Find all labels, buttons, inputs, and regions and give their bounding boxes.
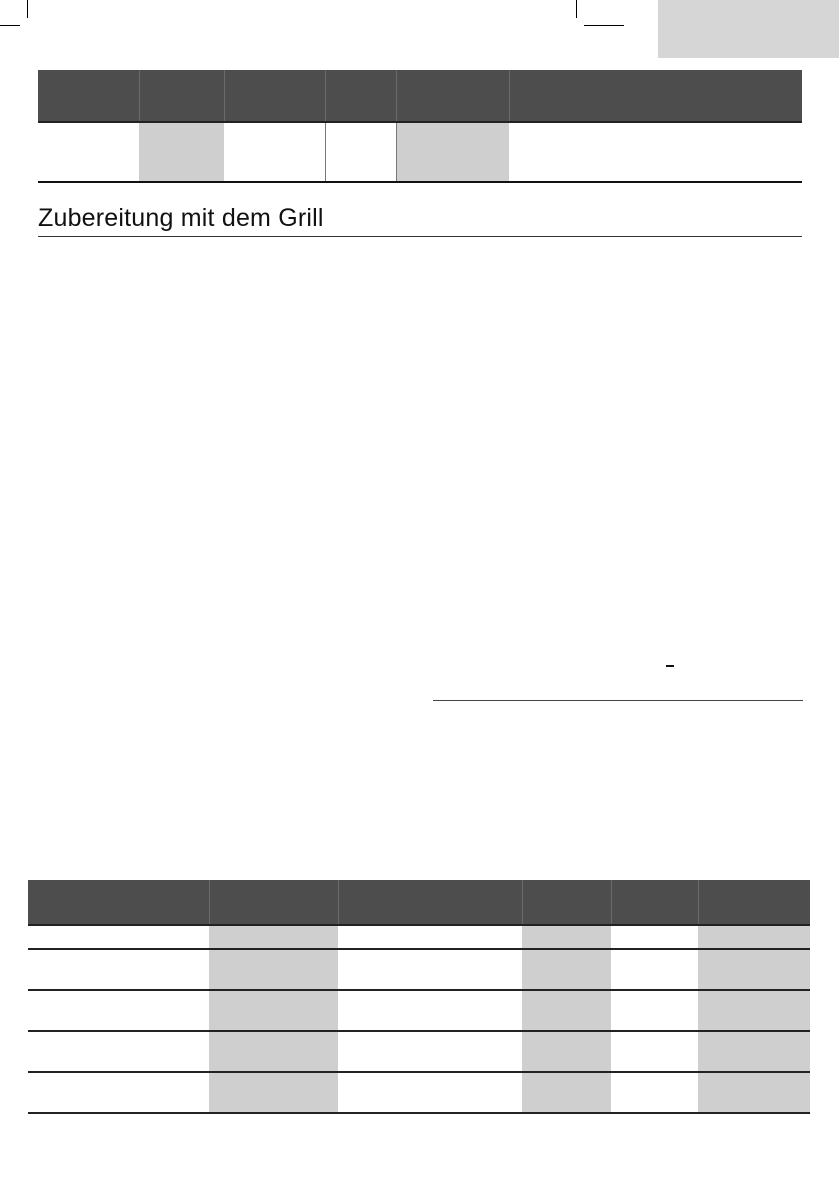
table-cell — [509, 122, 802, 182]
table-cell — [611, 990, 698, 1031]
top-table-header-cell — [38, 70, 139, 122]
table-cell — [28, 990, 209, 1031]
table-cell — [338, 1031, 522, 1072]
crop-mark-right-horizontal — [584, 25, 624, 26]
table-cell — [28, 1072, 209, 1113]
table-row — [28, 1031, 810, 1072]
table-cell — [611, 925, 698, 949]
table-cell-shaded — [698, 990, 810, 1031]
table-cell — [611, 949, 698, 990]
crop-mark-left-horizontal — [0, 25, 20, 26]
table-cell-shaded — [209, 1072, 338, 1113]
bottom-table-header-cell — [338, 880, 522, 925]
table-cell — [611, 1072, 698, 1113]
table-cell-shaded — [698, 949, 810, 990]
table-cell-shaded — [522, 1072, 611, 1113]
crop-mark-left-vertical — [27, 0, 28, 18]
page-tab — [658, 0, 839, 58]
table-cell — [28, 925, 209, 949]
table-cell-shaded — [522, 990, 611, 1031]
table-row — [28, 1072, 810, 1113]
right-column-rule — [433, 700, 803, 701]
table-cell — [325, 122, 396, 182]
table-cell-shaded — [698, 1072, 810, 1113]
top-table — [38, 70, 802, 183]
table-cell — [338, 949, 522, 990]
table-cell — [28, 949, 209, 990]
table-row — [28, 990, 810, 1031]
bottom-table-header-cell — [28, 880, 209, 925]
table-cell-shaded — [209, 925, 338, 949]
table-cell-shaded — [209, 949, 338, 990]
table-cell-shaded — [209, 1031, 338, 1072]
table-cell-shaded — [396, 122, 509, 182]
bottom-table — [28, 880, 810, 1114]
crop-mark-right-vertical — [576, 0, 577, 18]
top-table-header-cell — [396, 70, 509, 122]
top-table-header-cell — [509, 70, 802, 122]
heading-underline — [38, 236, 802, 237]
table-row — [28, 949, 810, 990]
table-cell — [224, 122, 325, 182]
top-table-header-cell — [224, 70, 325, 122]
table-cell-shaded — [209, 990, 338, 1031]
table-cell — [338, 990, 522, 1031]
table-cell-shaded — [522, 949, 611, 990]
table-cell-shaded — [698, 1031, 810, 1072]
bottom-table-header-cell — [611, 880, 698, 925]
table-cell-shaded — [522, 925, 611, 949]
bottom-table-header-row — [28, 880, 810, 925]
table-cell-shaded — [522, 1031, 611, 1072]
bottom-table-header-cell — [209, 880, 338, 925]
bottom-table-header-cell — [522, 880, 611, 925]
top-table-header-cell — [139, 70, 224, 122]
table-cell — [338, 1072, 522, 1113]
table-cell — [338, 925, 522, 949]
bottom-table-header-cell — [698, 880, 810, 925]
section-heading: Zubereitung mit dem Grill — [38, 204, 324, 232]
table-cell — [611, 1031, 698, 1072]
top-table-header-row — [38, 70, 802, 122]
table-row — [38, 122, 802, 182]
table-cell — [28, 1031, 209, 1072]
table-row — [28, 925, 810, 949]
top-table-header-cell — [325, 70, 396, 122]
table-cell — [38, 122, 139, 182]
table-cell-shaded — [139, 122, 224, 182]
dash-mark — [666, 665, 674, 667]
table-cell-shaded — [698, 925, 810, 949]
